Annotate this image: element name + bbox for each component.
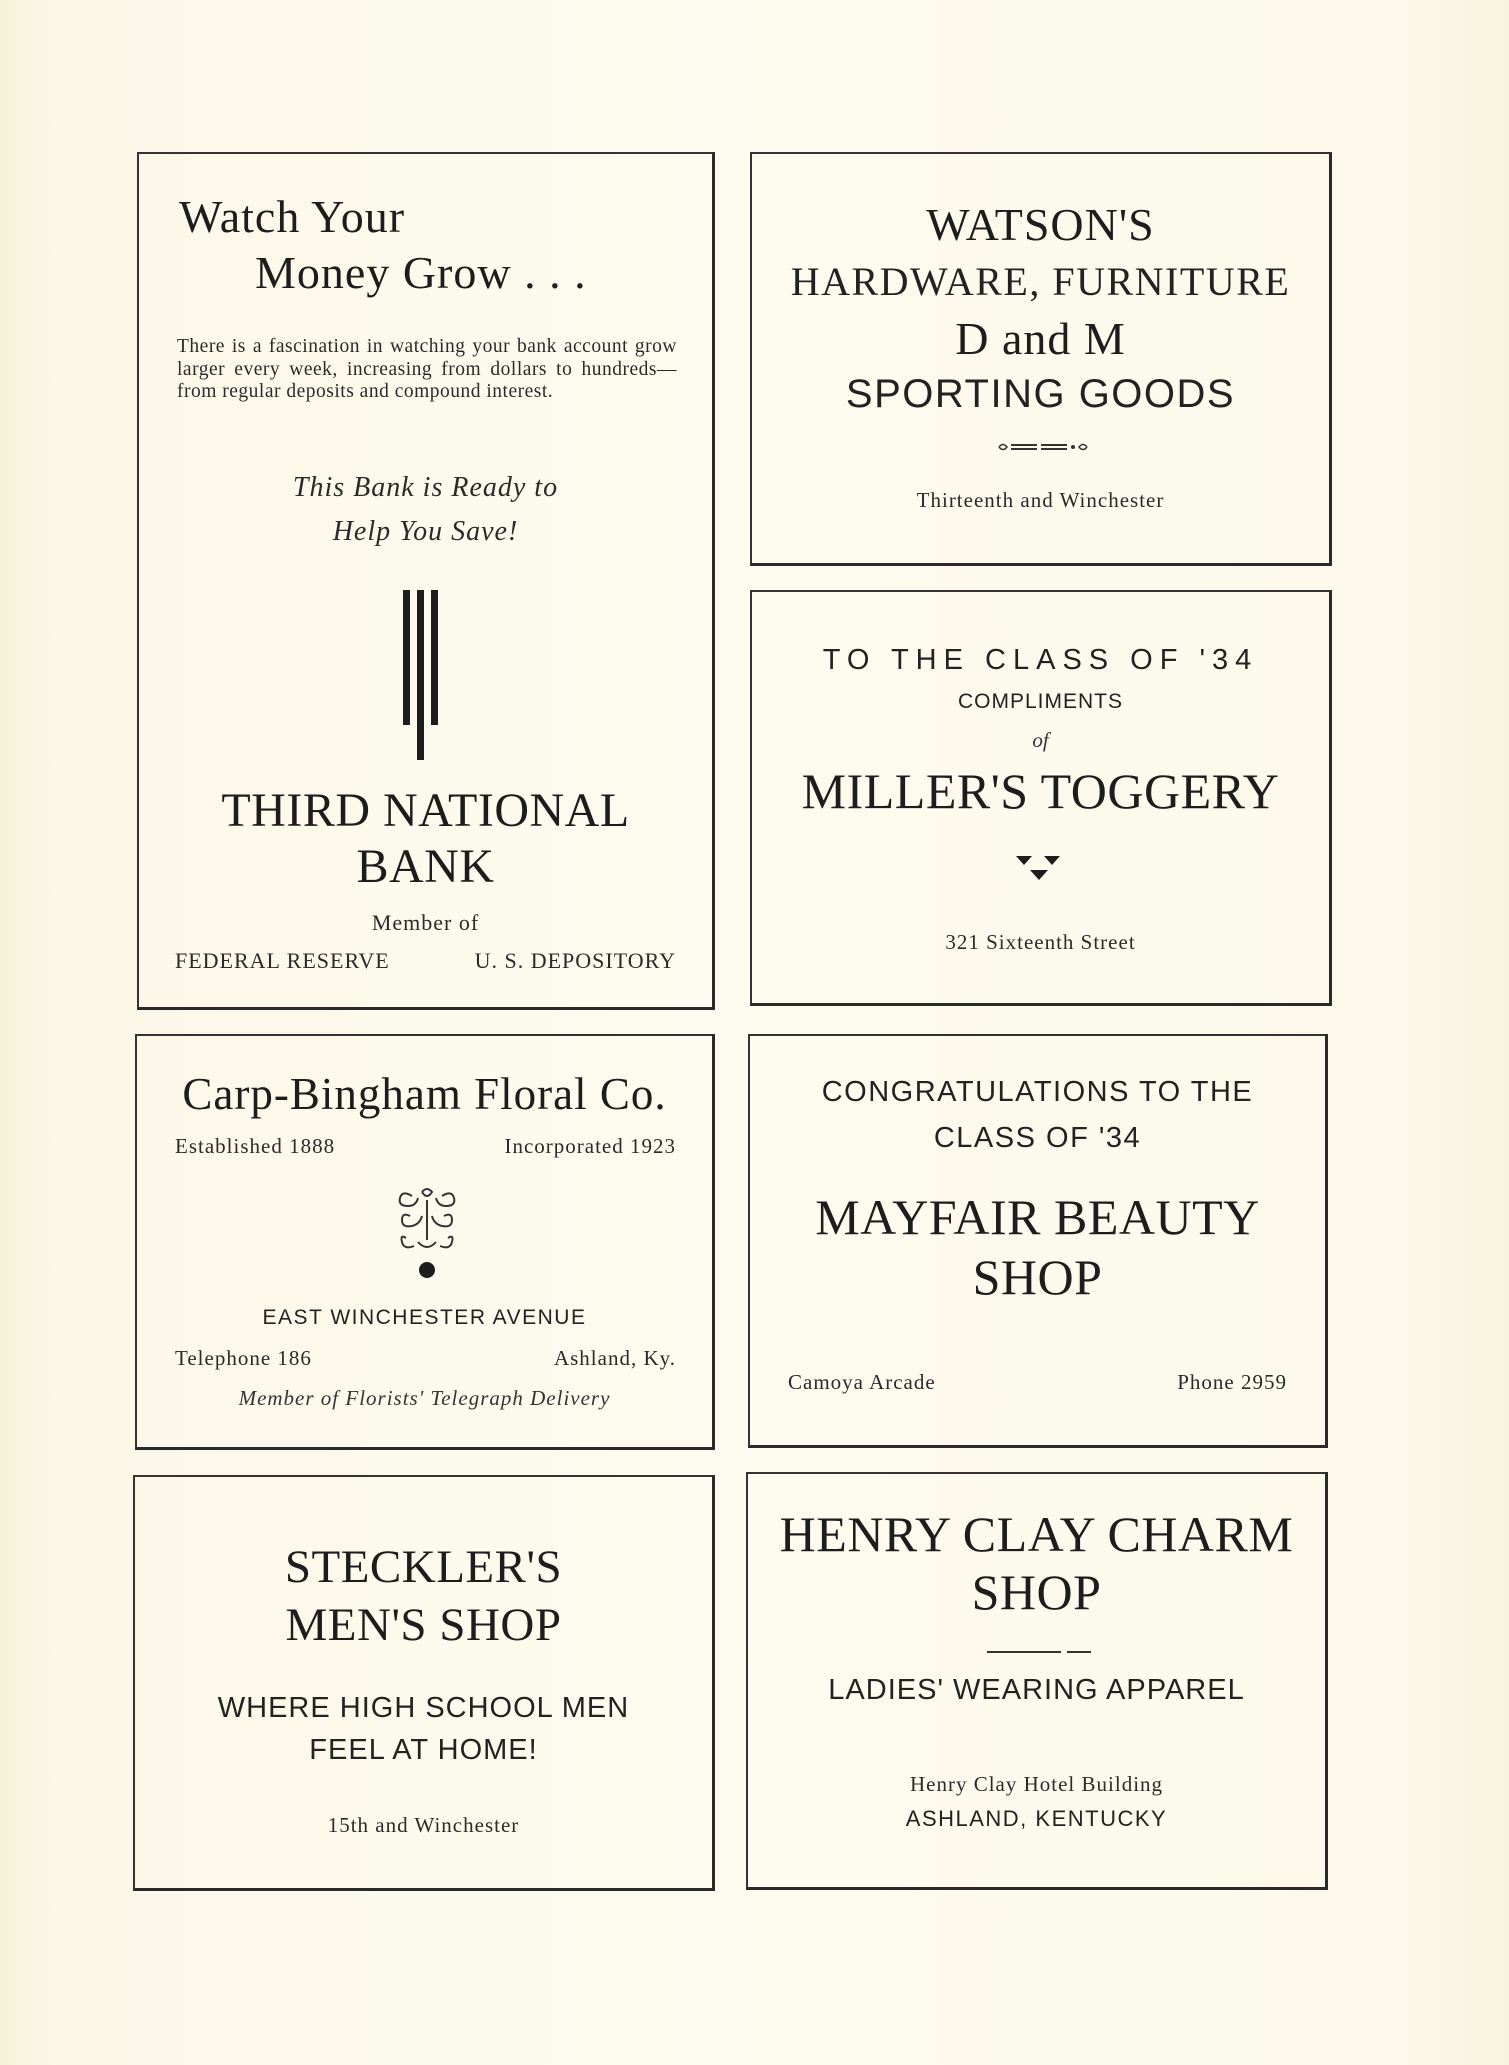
bank-member-label: Member of xyxy=(371,910,480,935)
miller-name: MILLER'S TOGGERY xyxy=(801,763,1280,819)
watson-name: WATSON'S xyxy=(926,199,1155,250)
ad-mayfair-beauty-shop xyxy=(748,1034,1328,1448)
floral-street: EAST WINCHESTER AVENUE xyxy=(262,1306,587,1329)
steckler-slogan-1: WHERE HIGH SCHOOL MEN xyxy=(217,1692,630,1724)
bank-headline-1: Watch Your xyxy=(179,191,406,242)
floral-name: Carp-Bingham Floral Co. xyxy=(182,1069,667,1119)
steckler-address: 15th and Winchester xyxy=(327,1813,520,1837)
mayfair-congrats-1: CONGRATULATIONS TO THE xyxy=(821,1076,1254,1108)
ad-henry-clay-charm-shop xyxy=(746,1472,1328,1890)
floral-established: Established 1888 xyxy=(175,1134,336,1158)
mayfair-congrats-2: CLASS OF '34 xyxy=(933,1122,1142,1154)
bank-headline-2: Money Grow . . . xyxy=(255,247,587,298)
ornament-divider-icon xyxy=(997,441,1089,453)
miller-of: of xyxy=(1032,728,1049,752)
bank-name-line-1: THIRD NATIONAL xyxy=(221,784,630,837)
mayfair-name-2: SHOP xyxy=(972,1249,1103,1305)
bank-tagline-2: Help You Save! xyxy=(332,516,519,547)
bank-logo-bars-icon xyxy=(401,590,441,760)
bank-us-depository: U. S. DEPOSITORY xyxy=(474,948,676,973)
mayfair-phone: Phone 2959 xyxy=(1177,1370,1287,1394)
ad-carp-bingham-floral xyxy=(135,1034,715,1450)
steckler-slogan-2: FEEL AT HOME! xyxy=(309,1734,538,1766)
henry-city: ASHLAND, KENTUCKY xyxy=(905,1806,1168,1831)
floral-city: Ashland, Ky. xyxy=(553,1346,676,1370)
watson-line-3: SPORTING GOODS xyxy=(845,372,1236,416)
bank-name-line-2: BANK xyxy=(356,840,495,893)
mayfair-name-1: MAYFAIR BEAUTY xyxy=(815,1189,1260,1245)
ad-millers-toggery xyxy=(750,590,1332,1006)
miller-dedication: TO THE CLASS OF '34 xyxy=(822,644,1259,676)
ad-watsons xyxy=(750,152,1332,566)
henry-name-1: HENRY CLAY CHARM xyxy=(779,1506,1294,1562)
floral-incorporated: Incorporated 1923 xyxy=(504,1134,676,1158)
bank-federal-reserve: FEDERAL RESERVE xyxy=(175,948,390,973)
floral-scroll-ornament-icon xyxy=(392,1186,462,1280)
ad-third-national-bank xyxy=(137,152,715,1010)
floral-member: Member of Florists' Telegraph Delivery xyxy=(238,1386,611,1410)
henry-name-2: SHOP xyxy=(971,1564,1102,1620)
henry-tagline: LADIES' WEARING APPAREL xyxy=(828,1674,1245,1706)
steckler-name-1: STECKLER'S xyxy=(284,1541,563,1593)
mayfair-location: Camoya Arcade xyxy=(788,1370,936,1394)
henry-building: Henry Clay Hotel Building xyxy=(909,1772,1164,1796)
watson-address: Thirteenth and Winchester xyxy=(916,488,1165,512)
miller-address: 321 Sixteenth Street xyxy=(945,930,1136,954)
miller-compliments: COMPLIMENTS xyxy=(957,690,1123,713)
triangle-ornament-icon xyxy=(1014,854,1064,884)
steckler-name-2: MEN'S SHOP xyxy=(285,1599,562,1651)
watson-line-1: HARDWARE, FURNITURE xyxy=(790,259,1291,304)
watson-line-2: D and M xyxy=(955,313,1126,364)
bank-body-text: There is a fascination in watching your bank account grow larger every week, increasing from dollars to hundreds—from regular deposits and compound interest. xyxy=(177,336,677,402)
floral-telephone: Telephone 186 xyxy=(175,1346,312,1370)
rule-divider-icon xyxy=(987,1650,1091,1654)
ad-stecklers-mens-shop xyxy=(133,1475,715,1891)
bank-tagline-1: This Bank is Ready to xyxy=(292,472,559,503)
